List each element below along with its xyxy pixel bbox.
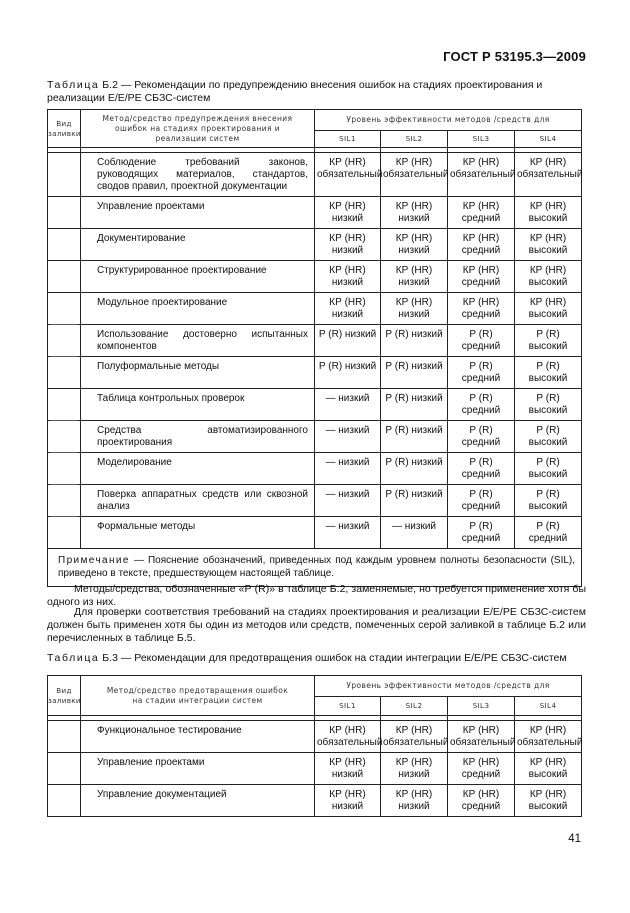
sil1-cell: КР (HR) обязательный — [315, 153, 381, 197]
sil3-cell: КР (HR) средний — [448, 753, 515, 785]
table-row — [48, 325, 582, 357]
paragraph-replaceable-methods: Методы/средства, обозначенные «Р (R)» в таблице Б.2, заменяемые, но требуется применение хотя бы одного из них. — [47, 583, 586, 608]
table-b2-fill-header: Вид заливки — [48, 110, 81, 148]
fill-cell — [48, 325, 81, 357]
method-cell: Структурированное проектирование — [81, 261, 315, 293]
method-cell: Управление документацией — [81, 785, 315, 817]
method-cell: Управление проектами — [81, 753, 315, 785]
sil3-cell: КР (HR) обязательный — [448, 721, 515, 753]
table-row — [48, 261, 582, 293]
method-cell: Функциональное тестирование — [81, 721, 315, 753]
method-cell: Формальные методы — [81, 517, 315, 549]
method-cell: Документирование — [81, 229, 315, 261]
table-row — [48, 517, 582, 549]
table-row — [48, 229, 582, 261]
fill-cell — [48, 721, 81, 753]
fill-cell — [48, 421, 81, 453]
fill-cell — [48, 197, 81, 229]
sil3-cell: КР (HR) средний — [448, 261, 515, 293]
sil4-cell: КР (HR) высокий — [515, 293, 582, 325]
table-b3-fill-header: Вид заливки — [48, 676, 81, 716]
sil3-cell: КР (HR) средний — [448, 229, 515, 261]
sil3-cell: КР (HR) средний — [448, 293, 515, 325]
sil4-cell: КР (HR) высокий — [515, 197, 582, 229]
sil2-cell: Р (R) низкий — [381, 325, 448, 357]
sil1-cell: — низкий — [315, 485, 381, 517]
note-text: — Пояснение обозначений, приведенных под каждым уровнем полноты безопасности (SIL), приведено в тексте, предшествующем настоящей таблице. — [58, 555, 576, 579]
fill-mark — [50, 324, 78, 325]
fill-mark — [50, 420, 78, 421]
sil2-cell: КР (HR) низкий — [381, 753, 448, 785]
table-b3-sil3-header: SIL3 — [448, 697, 515, 716]
sil3-cell: КР (HR) средний — [448, 197, 515, 229]
table-b2-sil1-header: SIL1 — [315, 131, 381, 148]
sil4-cell: КР (HR) высокий — [515, 785, 582, 817]
method-cell: Средства автоматизированного проектирования — [81, 421, 315, 453]
table-b2-caption-text: Б.2 — Рекомендации по предупреждению внесения ошибок на стадиях проектирования и реализации Е/Е/РЕ СБЗС-систем — [47, 79, 543, 104]
table-note-row — [48, 549, 582, 587]
fill-cell — [48, 293, 81, 325]
sil2-cell: КР (HR) низкий — [381, 785, 448, 817]
sil2-cell: КР (HR) обязательный — [381, 721, 448, 753]
sil3-cell: Р (R) средний — [448, 389, 515, 421]
sil1-cell: — низкий — [315, 389, 381, 421]
sil4-cell: Р (R) высокий — [515, 357, 582, 389]
sil1-cell: КР (HR) низкий — [315, 197, 381, 229]
table-b3-sil2-header: SIL2 — [381, 697, 448, 716]
sil1-cell: — низкий — [315, 453, 381, 485]
fill-cell — [48, 453, 81, 485]
fill-cell — [48, 229, 81, 261]
fill-mark — [50, 452, 78, 453]
sil4-cell: КР (HR) обязательный — [515, 721, 582, 753]
sil1-cell: КР (HR) обязательный — [315, 721, 381, 753]
sil2-cell: Р (R) низкий — [381, 357, 448, 389]
table-row — [48, 453, 582, 485]
table-b2-note — [48, 549, 582, 587]
fill-cell — [48, 753, 81, 785]
fill-cell — [48, 785, 81, 817]
table-b3 — [47, 675, 582, 817]
paragraph-verification: Для проверки соответствия требований на стадиях проектирования и реализации Е/Е/РЕ СБЗС-систем должен быть применен хотя бы один из методов или средств, помеченных серой заливкой в таблице Б.2 или перечисленных в таблице Б.5. — [47, 606, 586, 644]
sil1-cell: Р (R) низкий — [315, 325, 381, 357]
table-b3-sil1-header: SIL1 — [315, 697, 381, 716]
fill-cell — [48, 517, 81, 549]
sil2-cell: Р (R) низкий — [381, 485, 448, 517]
sil1-cell: КР (HR) низкий — [315, 785, 381, 817]
table-row — [48, 389, 582, 421]
sil2-cell: Р (R) низкий — [381, 453, 448, 485]
sil3-cell: Р (R) средний — [448, 453, 515, 485]
table-b2-method-header: Метод/средство предупреждения внесения ошибок на стадиях проектирования и реализации систем — [81, 110, 315, 148]
table-b2 — [47, 109, 582, 587]
fill-mark — [50, 356, 78, 357]
sil4-cell: КР (HR) высокий — [515, 261, 582, 293]
sil4-cell: Р (R) высокий — [515, 453, 582, 485]
sil1-cell: КР (HR) низкий — [315, 293, 381, 325]
sil1-cell: — низкий — [315, 421, 381, 453]
sil2-cell: — низкий — [381, 517, 448, 549]
note-label: Примечание — [58, 555, 130, 566]
sil4-cell: Р (R) высокий — [515, 325, 582, 357]
sil3-cell: Р (R) средний — [448, 421, 515, 453]
fill-cell — [48, 485, 81, 517]
table-b3-caption-text: Б.3 — Рекомендации для предотвращения ошибок на стадии интеграции Е/Е/РЕ СБЗС-систем — [99, 652, 567, 664]
table-b3-level-header: Уровень эффективности методов /средств для — [315, 676, 582, 697]
sil2-cell: Р (R) низкий — [381, 389, 448, 421]
table-b2-caption-label: Таблица — [47, 79, 100, 91]
method-cell: Таблица контрольных проверок — [81, 389, 315, 421]
sil2-cell: КР (HR) низкий — [381, 293, 448, 325]
fill-cell — [48, 261, 81, 293]
table-row — [48, 153, 582, 197]
method-cell: Модульное проектирование — [81, 293, 315, 325]
sil1-cell: КР (HR) низкий — [315, 753, 381, 785]
fill-mark — [50, 484, 78, 485]
sil3-cell: Р (R) средний — [448, 485, 515, 517]
sil2-cell: КР (HR) низкий — [381, 229, 448, 261]
table-b2-sil4-header: SIL4 — [515, 131, 582, 148]
table-b2-caption — [47, 79, 586, 105]
sil2-cell: КР (HR) обязательный — [381, 153, 448, 197]
table-row — [48, 357, 582, 389]
sil2-cell: Р (R) низкий — [381, 421, 448, 453]
table-b3-caption-label: Таблица — [47, 652, 100, 664]
table-row — [48, 293, 582, 325]
table-row — [48, 785, 582, 817]
sil3-cell: Р (R) средний — [448, 325, 515, 357]
sil1-cell: — низкий — [315, 517, 381, 549]
method-cell: Моделирование — [81, 453, 315, 485]
sil4-cell: Р (R) высокий — [515, 485, 582, 517]
sil1-cell: КР (HR) низкий — [315, 229, 381, 261]
sil3-cell: Р (R) средний — [448, 357, 515, 389]
sil2-cell: КР (HR) низкий — [381, 197, 448, 229]
fill-cell — [48, 389, 81, 421]
method-cell: Поверка аппаратных средств или сквозной анализ — [81, 485, 315, 517]
sil3-cell: КР (HR) средний — [448, 785, 515, 817]
method-cell: Управление проектами — [81, 197, 315, 229]
sil4-cell: Р (R) высокий — [515, 389, 582, 421]
fill-cell — [48, 153, 81, 197]
table-b3-caption — [47, 652, 586, 665]
page-number: 41 — [568, 833, 581, 845]
sil3-cell: Р (R) средний — [448, 517, 515, 549]
sil3-cell: КР (HR) обязательный — [448, 153, 515, 197]
fill-mark — [50, 516, 78, 517]
table-b3-sil4-header: SIL4 — [515, 697, 582, 716]
method-cell: Полуформальные методы — [81, 357, 315, 389]
sil4-cell: КР (HR) обязательный — [515, 153, 582, 197]
table-row — [48, 197, 582, 229]
sil4-cell: Р (R) средний — [515, 517, 582, 549]
document-number: ГОСТ Р 53195.3—2009 — [443, 49, 586, 64]
sil4-cell: КР (HR) высокий — [515, 229, 582, 261]
table-b2-sil2-header: SIL2 — [381, 131, 448, 148]
sil1-cell: Р (R) низкий — [315, 357, 381, 389]
table-row — [48, 421, 582, 453]
method-cell: Соблюдение требований законов, руководящих материалов, стандартов, сводов правил, проектной документации — [81, 153, 315, 197]
table-row — [48, 485, 582, 517]
sil4-cell: Р (R) высокий — [515, 421, 582, 453]
table-row — [48, 721, 582, 753]
table-row — [48, 753, 582, 785]
fill-cell — [48, 357, 81, 389]
method-cell: Использование достоверно испытанных компонентов — [81, 325, 315, 357]
sil4-cell: КР (HR) высокий — [515, 753, 582, 785]
sil2-cell: КР (HR) низкий — [381, 261, 448, 293]
sil1-cell: КР (HR) низкий — [315, 261, 381, 293]
table-b3-method-header: Метод/средство предотвращения ошибок на стадии интеграции систем — [81, 676, 315, 716]
table-b2-sil3-header: SIL3 — [448, 131, 515, 148]
table-b2-level-header: Уровень эффективности методов /средств для — [315, 110, 582, 131]
